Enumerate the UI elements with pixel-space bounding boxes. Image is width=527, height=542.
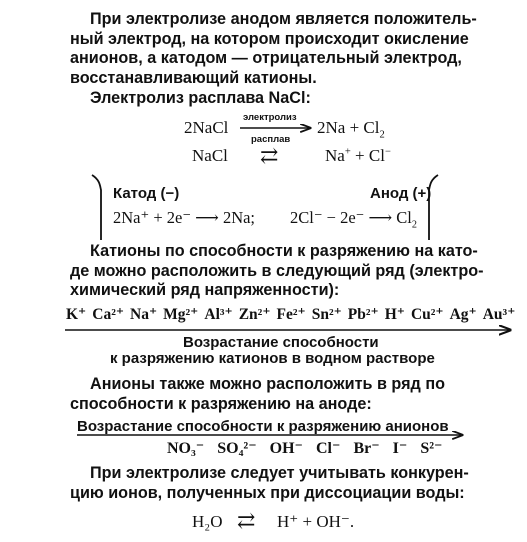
cation-ion: Al³⁺ — [204, 306, 233, 323]
anode-label: Анод (+) — [370, 185, 432, 202]
anode-term: анодом — [230, 10, 291, 28]
water-right: H⁺ + OH⁻. — [277, 512, 355, 531]
cation-ion: Ag⁺ — [449, 306, 477, 323]
intro-line-2: ный электрод, на котором происходит окисление — [70, 29, 469, 48]
anion-ion: I⁻ — [392, 440, 408, 457]
water-equilibrium-arrow: ⇄ — [237, 508, 256, 533]
cation-ion: Fe²⁺ — [276, 306, 306, 323]
anion-ion: SO₄²⁻ — [217, 440, 257, 457]
eq2-equilibrium-arrow: ⇄ — [260, 143, 279, 168]
cathode-equation: 2Na⁺ + 2e⁻ ⟶ 2Na; — [113, 208, 256, 227]
anion-ion: NO₃⁻ — [167, 440, 205, 457]
anions-line-1: Анионы также можно расположить в ряд по — [90, 375, 445, 393]
eq2-na: Na — [325, 146, 345, 165]
anion-ion: Br⁻ — [353, 440, 380, 457]
cations-line-1: Катионы по способности к разряжению на като- — [90, 242, 478, 260]
cation-ion: Ca²⁺ — [92, 306, 125, 323]
eq2-cl-charge: − — [384, 146, 391, 158]
eq2-na-charge: + — [344, 146, 351, 158]
eq1-left: 2NaCl — [184, 118, 229, 137]
cation-ion: Na⁺ — [130, 306, 158, 323]
intro-text: При электролизе — [90, 10, 231, 28]
cation-ion: Au³⁺ — [482, 306, 516, 323]
water-left: H₂O — [192, 512, 223, 531]
competition-line-2: цию ионов, полученных при диссоциации воды: — [70, 483, 465, 502]
competition-line-1: При электролизе следует учитывать конкурен- — [90, 464, 469, 482]
cation-caption-line-2: к разряжению катионов в водном растворе — [110, 350, 435, 367]
anion-ion: S²⁻ — [420, 440, 443, 457]
eq1-products: 2Na + Cl — [317, 118, 380, 137]
cation-ion: Pb²⁺ — [347, 306, 379, 323]
intro-line-4: восстанавливающий катионы. — [70, 68, 317, 87]
anode-eq-text: 2Cl⁻ − 2e⁻ ⟶ Cl — [290, 208, 412, 227]
cation-ion: Sn²⁺ — [311, 306, 342, 323]
eq1-condition-below: расплав — [251, 134, 291, 145]
eq2-cl: + Cl — [350, 146, 385, 165]
anode-eq-subscript: 2 — [411, 219, 417, 231]
cation-ion: Cu²⁺ — [410, 306, 444, 323]
cation-ion: H⁺ — [384, 306, 405, 323]
left-bracket — [92, 175, 101, 240]
eq1-condition-above: электролиз — [243, 112, 297, 123]
anions-line-2: способности к разряжению на аноде: — [70, 394, 372, 413]
intro-text: анионов, а — [70, 49, 161, 68]
cations-line-3: химический ряд напряженности): — [70, 281, 340, 300]
anion-caption: Возрастание способности к разряжению анионов — [77, 418, 449, 435]
anion-ion: OH⁻ — [269, 440, 303, 457]
cations-line-2: де можно расположить в следующий ряд (электро- — [70, 261, 484, 280]
cation-caption-line-1: Возрастание способности — [183, 334, 379, 351]
right-bracket — [429, 175, 438, 240]
cathode-term: катодом — [160, 49, 228, 68]
cation-ion: K⁺ — [66, 306, 87, 323]
intro-text: является положитель- — [290, 10, 477, 28]
eq2-left: NaCl — [192, 146, 228, 165]
cation-ion: Mg²⁺ — [163, 306, 199, 323]
cathode-label: Катод (−) — [113, 185, 180, 202]
eq1-subscript: 2 — [379, 129, 385, 141]
anion-ion: Cl⁻ — [315, 440, 341, 457]
melt-title: Электролиз расплава NaCl: — [90, 89, 311, 107]
cation-ion: Zn²⁺ — [238, 306, 271, 323]
intro-text: — отрицательный электрод, — [227, 49, 462, 68]
